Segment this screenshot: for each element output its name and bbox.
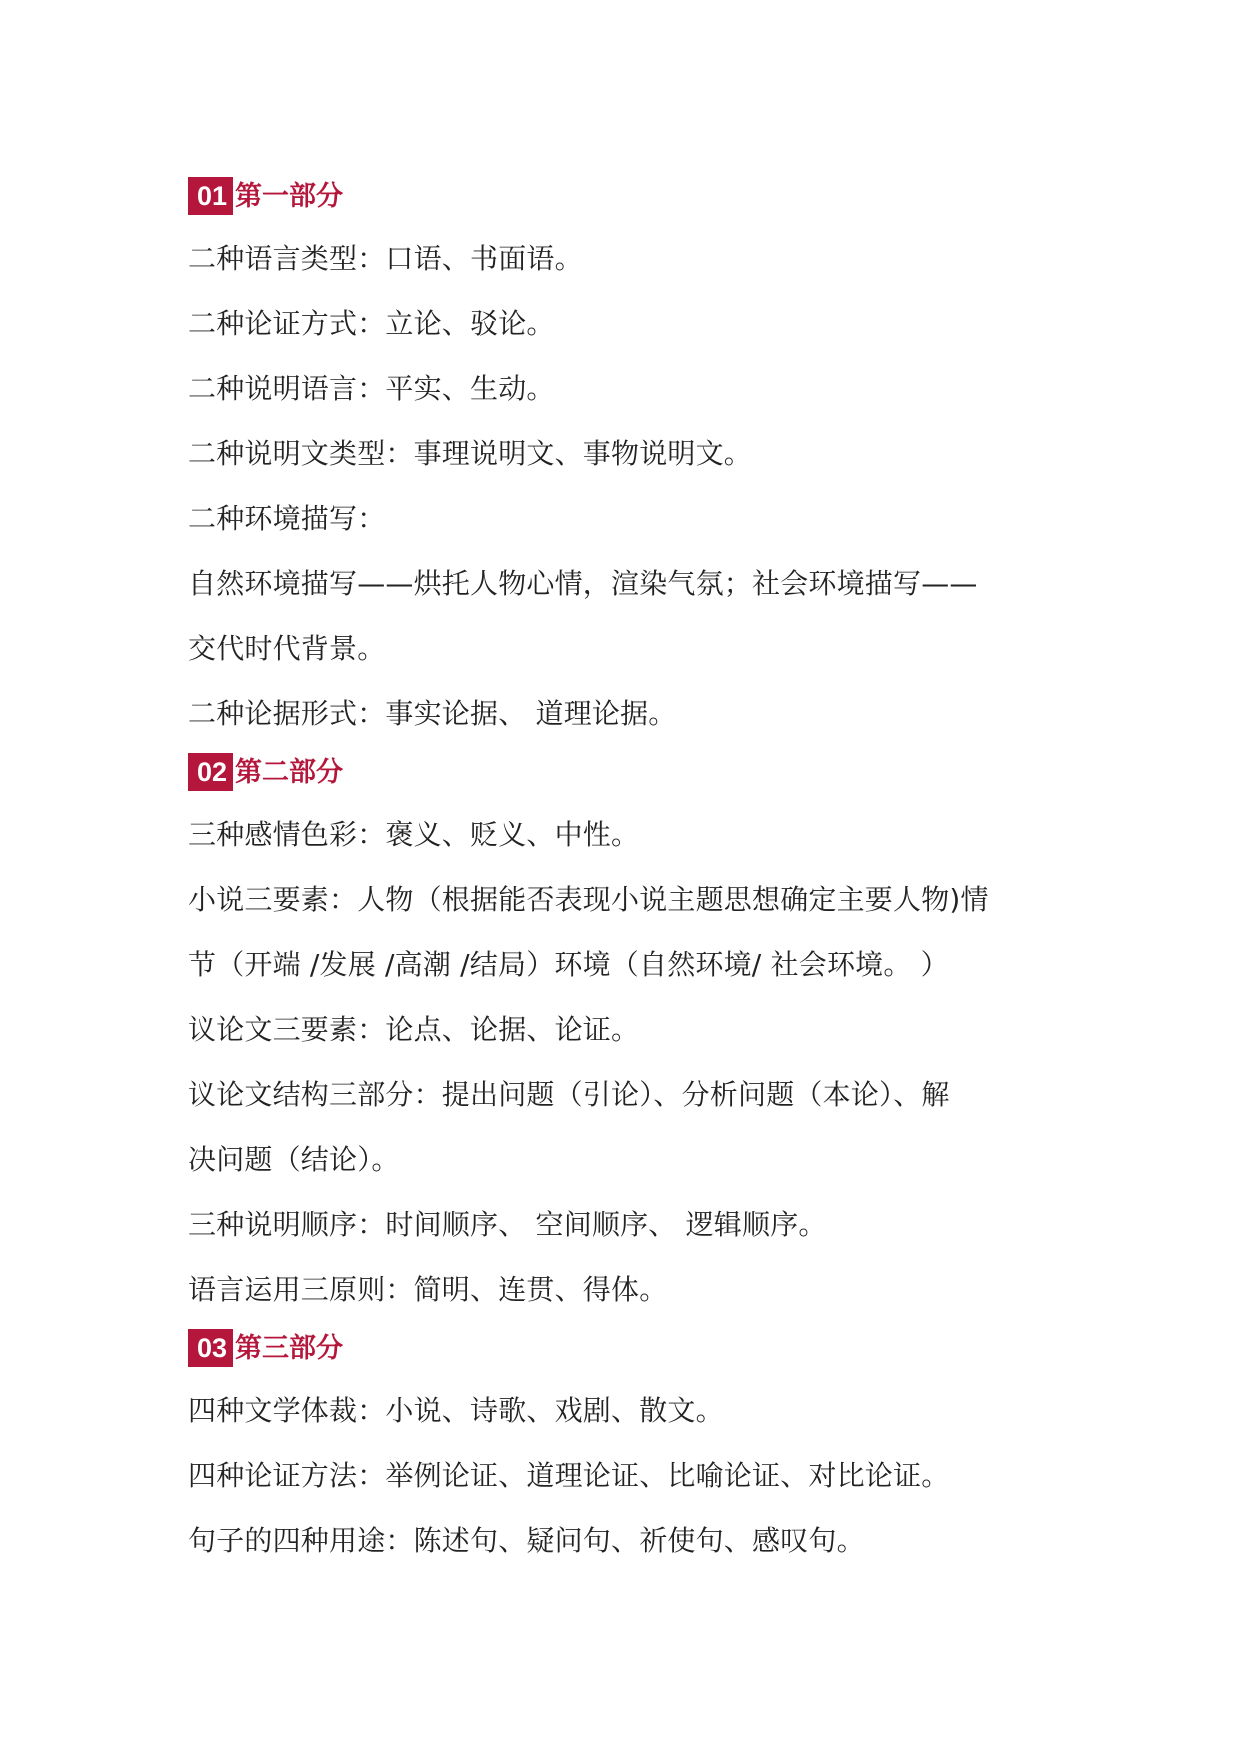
text-line: 四种论证方法：举例论证、道理论证、比喻论证、对比论证。: [188, 1458, 950, 1492]
text-line: 小说三要素：人物（根据能否表现小说主题思想确定主要人物)情: [188, 882, 989, 916]
section-heading: [188, 744, 1068, 800]
text-line: 语言运用三原则：简明、连贯、得体。: [188, 1272, 668, 1306]
section-title: 第三部分: [235, 1332, 344, 1364]
text-line: 决问题（结论）。: [188, 1142, 400, 1176]
text-line: 二种说明文类型：事理说明文、事物说明文。: [188, 436, 753, 470]
text-line: 二种语言类型：口语、书面语。: [188, 241, 583, 275]
text-line: 二种论证方式：立论、驳论。: [188, 306, 555, 340]
text-line: 议论文三要素：论点、论据、论证。: [188, 1012, 640, 1046]
text-line: 二种环境描写：: [188, 501, 386, 535]
text-line: 句子的四种用途：陈述句、疑问句、祈使句、感叹句。: [188, 1523, 865, 1557]
section-1: [188, 168, 1068, 744]
text-line: 四种文学体裁：小说、诗歌、戏剧、散文。: [188, 1393, 724, 1427]
text-line: 议论文结构三部分：提出问题（引论）、分析问题（本论）、解: [188, 1077, 950, 1111]
section-number-badge: 03: [188, 1329, 233, 1368]
section-2: [188, 744, 1068, 1320]
section-title: 第一部分: [235, 180, 344, 212]
text-line: 三种说明顺序：时间顺序、 空间顺序、 逻辑顺序。: [188, 1207, 827, 1241]
section-title: 第二部分: [235, 756, 344, 788]
section-heading: [188, 1320, 1068, 1376]
text-line: 节（开端 /发展 /高潮 /结局）环境（自然环境/ 社会环境。 ）: [188, 947, 949, 981]
text-line: 三种感情色彩：褒义、贬义、中性。: [188, 817, 640, 851]
section-number-badge: 02: [188, 753, 233, 792]
document-page: [188, 168, 1068, 1571]
section-3: [188, 1320, 1068, 1571]
text-line: 交代时代背景。: [188, 631, 386, 665]
section-number-badge: 01: [188, 177, 233, 216]
text-line: 二种论据形式：事实论据、 道理论据。: [188, 696, 677, 730]
text-line: 自然环境描写——烘托人物心情，渲染气氛；社会环境描写——: [188, 566, 978, 600]
section-heading: [188, 168, 1068, 224]
text-line: 二种说明语言：平实、生动。: [188, 371, 555, 405]
